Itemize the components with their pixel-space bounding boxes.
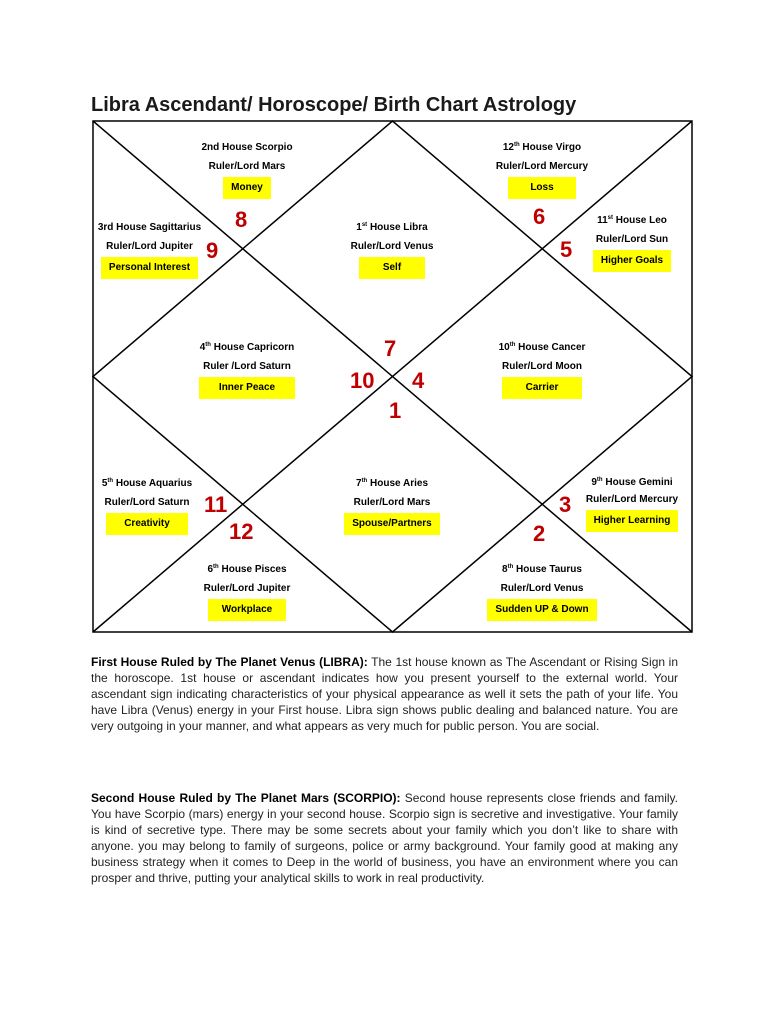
house-10-title: 10th House Cancer [498,342,586,353]
house-7 [337,479,447,535]
house-7-ruler: Ruler/Lord Mars [353,497,431,508]
sign-number-11: 11 [204,492,228,517]
house-12-ruler: Ruler/Lord Mercury [495,161,589,172]
house-2-title: 2nd House Scorpio [201,142,293,153]
paragraph-second-house-heading: Second House Ruled by The Planet Mars (SCORPIO): [91,791,401,805]
house-8 [482,565,602,621]
house-6-title: 6th House Pisces [207,564,287,575]
house-12-meaning: Loss [508,177,575,199]
house-12-title: 12th House Virgo [502,142,582,153]
house-5-title: 5th House Aquarius [101,478,193,489]
paragraph-first-house-heading: First House Ruled by The Planet Venus (LIBRA): [91,655,368,669]
house-2-ruler: Ruler/Lord Mars [208,161,286,172]
house-8-title: 8th House Taurus [502,564,582,575]
house-2 [187,143,307,199]
paragraph-second-house-text: Second house represents close friends and family. You have Scorpio (mars) energy in your second house. Scorpio sign is secretive and investigative. Your family is kind of secretive type. There may be some secrets about your family which you don’t like to share with anyone. you may belong to family of surgeons, police or army background. Your family good at making any business strategy when it comes to Deep in the world of business, you have an environment where you can prosper and thrive, putting your analytical skills to work in real productivity. [91,791,678,885]
house-11-meaning: Higher Goals [593,250,671,272]
birth-chart [92,120,693,633]
sign-number-7: 7 [384,336,397,361]
house-9-meaning: Higher Learning [586,510,679,532]
house-8-ruler: Ruler/Lord Venus [500,583,584,594]
house-1-title: 1st House Libra [356,222,428,233]
house-10-ruler: Ruler/Lord Moon [502,361,582,372]
sign-number-6: 6 [533,204,546,229]
house-5-meaning: Creativity [106,513,188,535]
sign-number-2: 2 [533,521,546,546]
house-6 [187,565,307,621]
paragraph-first-house-text: The 1st house known as The Ascendant or Rising Sign in the horoscope. 1st house or ascendant indicates how you present yourself to the external world. Your ascendant sign indicating characteristics of your physical appearance as well it sets the path of your life. You have Libra (Venus) energy in your First house. Libra sign shows public dealing and balanced nature. You are very outgoing in your manner, and what appears as very much for public person. You are social. [91,655,679,733]
house-11 [582,216,682,272]
sign-number-9: 9 [206,238,219,263]
house-4-meaning: Inner Peace [199,377,295,399]
house-9-title: 9th House Gemini [591,477,673,488]
house-2-meaning: Money [223,177,271,199]
house-3-title: 3rd House Sagittarius [97,222,202,233]
house-1-meaning: Self [359,257,425,279]
house-3-ruler: Ruler/Lord Jupiter [106,241,193,252]
sign-number-8: 8 [235,207,248,232]
house-9 [582,478,682,532]
house-1-ruler: Ruler/Lord Venus [350,241,434,252]
house-7-meaning: Spouse/Partners [344,513,439,535]
house-11-ruler: Ruler/Lord Sun [595,234,669,245]
paragraph-second-house [91,790,678,886]
sign-number-5: 5 [560,237,573,262]
house-11-title: 11st House Leo [597,215,667,226]
sign-number-3: 3 [559,492,572,517]
house-9-ruler: Ruler/Lord Mercury [585,494,679,505]
paragraph-first-house [91,654,678,734]
house-5-ruler: Ruler/Lord Saturn [104,497,190,508]
house-1 [332,223,452,279]
house-8-meaning: Sudden UP & Down [487,599,596,621]
sign-number-12: 12 [229,519,254,544]
house-12 [482,143,602,199]
house-10 [482,343,602,399]
sign-number-1: 1 [389,398,402,423]
house-7-title: 7th House Aries [356,478,428,489]
house-3 [92,223,207,279]
house-10-meaning: Carrier [502,377,583,399]
house-5 [97,479,197,535]
house-3-meaning: Personal Interest [101,257,198,279]
sign-number-4: 4 [412,368,425,393]
house-6-ruler: Ruler/Lord Jupiter [203,583,291,594]
sign-number-10: 10 [350,368,375,393]
house-4-ruler: Ruler /Lord Saturn [203,361,291,372]
house-6-meaning: Workplace [208,599,286,621]
page-title: Libra Ascendant/ Horoscope/ Birth Chart Astrology [91,94,577,116]
house-4 [182,343,312,399]
house-4-title: 4th House Capricorn [199,342,295,353]
